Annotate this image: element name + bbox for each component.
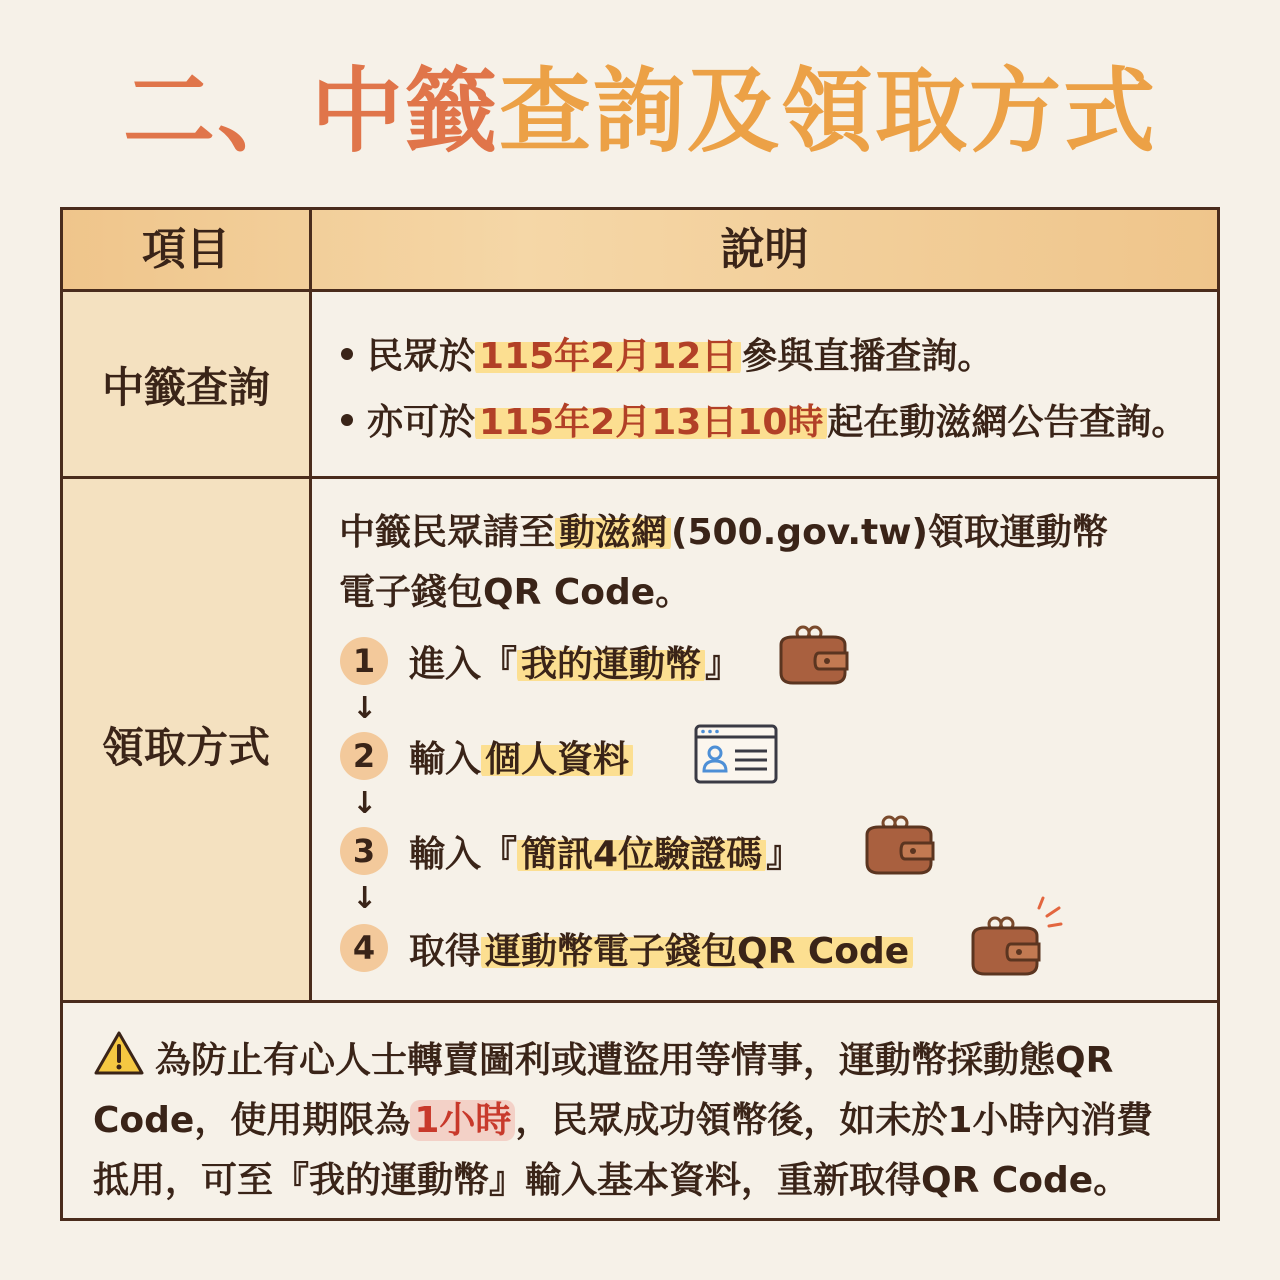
step-number-4: 4 [340, 924, 388, 972]
id-card-icon [693, 723, 779, 785]
query-line-2: 亦可於 115年2月13日10時 起在動滋網公告查詢。 [341, 394, 1187, 445]
page-title [0, 52, 1280, 172]
arrow-down: ↓ [352, 881, 378, 916]
wallet-icon [775, 623, 851, 687]
step-3-text: 輸入『 簡訊4位驗證碼 』 [409, 834, 803, 875]
claim-intro-line-2: 電子錢包QR Code。 [339, 572, 692, 613]
step-1-text: 進入『 我的運動幣 』 [409, 644, 742, 685]
divider [63, 289, 1217, 292]
time-limit-highlight: 1小時 [410, 1100, 515, 1141]
step-4-text: 取得 運動幣電子錢包QR Code [409, 923, 913, 974]
bullet [341, 348, 353, 360]
warning-line-3: 抵用，可至『我的運動幣』輸入基本資料，重新取得QR Code。 [93, 1160, 1130, 1201]
wallet-sparkle-icon [963, 894, 1073, 978]
info-table [60, 207, 1220, 1221]
divider [63, 476, 1217, 479]
wallet-icon [861, 813, 937, 877]
warning-icon [93, 1030, 145, 1076]
step-number-3: 3 [340, 827, 388, 875]
warning-line-1: 為防止有心人士轉賣圖利或遭盜用等情事，運動幣採動態QR [155, 1040, 1114, 1081]
query-line-1: 民眾於 115年2月12日 參與直播查詢。 [341, 328, 993, 379]
row-label-claim: 領取方式 [101, 723, 270, 772]
step-number-1: 1 [340, 637, 388, 685]
page-title-part2: 查詢及領取方式 [499, 58, 1158, 165]
divider [63, 1000, 1217, 1003]
bullet [341, 414, 353, 426]
step-2-text: 輸入 個人資料 [409, 731, 633, 782]
datetime-highlight: 115年2月13日10時 [475, 402, 827, 443]
column-divider [309, 210, 312, 1003]
site-highlight: 動滋網 [555, 512, 671, 553]
arrow-down: ↓ [352, 786, 378, 821]
arrow-down: ↓ [352, 691, 378, 726]
row-label-query: 中籤查詢 [101, 363, 270, 412]
page-title-part1: 二、中籤 [122, 58, 499, 165]
claim-intro-line-1: 中籤民眾請至 動滋網 (500.gov.tw)領取運動幣 [339, 512, 1108, 553]
warning-line-2: Code，使用期限為 1小時 ，民眾成功領幣後，如未於1小時內消費 [93, 1100, 1153, 1141]
header-description: 說明 [720, 224, 809, 275]
date-highlight: 115年2月12日 [475, 336, 741, 377]
step-number-2: 2 [340, 732, 388, 780]
header-item: 項目 [142, 224, 230, 275]
